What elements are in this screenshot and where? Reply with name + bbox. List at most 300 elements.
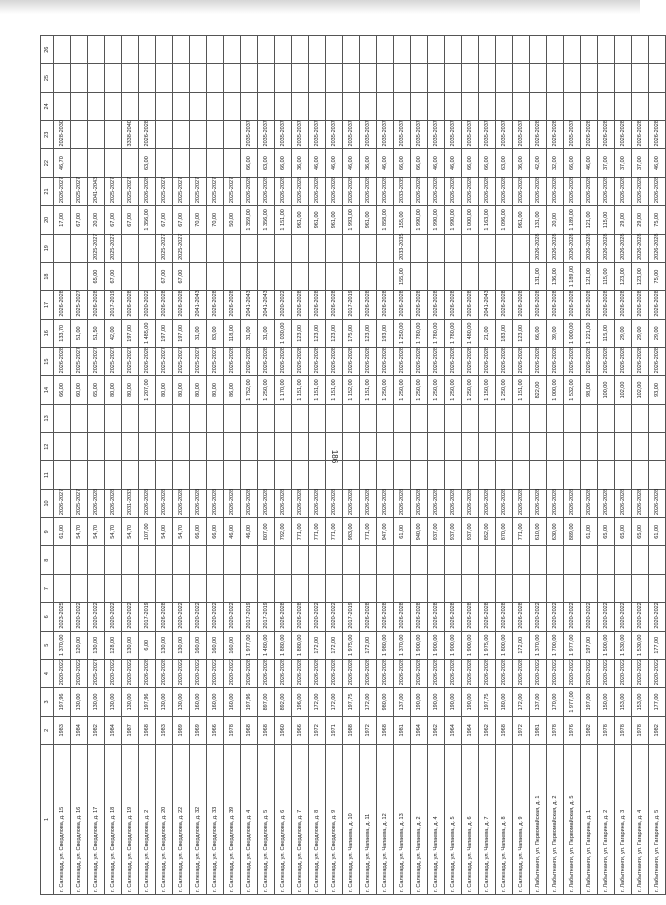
table-cell: 2026-2028 [139,121,156,149]
table-cell [360,262,377,290]
table-cell [190,92,207,120]
table-cell: 2026-2028 [411,291,428,319]
table-cell [513,546,530,574]
table-cell: 2026-2028 [309,291,326,319]
table-cell [394,92,411,120]
table-row [224,36,241,895]
address-cell: г. Лабытнанги, ул. Гагарина, д. 1 [581,745,598,895]
table-cell [292,546,309,574]
table-cell: 2026-2028 [360,489,377,517]
table-cell [190,433,207,461]
table-cell: 1 370,00 [54,631,71,659]
table-cell: 197,00 [581,688,598,716]
table-cell [564,36,581,64]
table-cell: 123,00 [309,319,326,347]
table-cell: 852,00 [479,518,496,546]
table-cell: 2026-2028 [173,291,190,319]
table-cell: 2026-2028 [292,347,309,375]
table-cell [275,404,292,432]
table-cell: 2026-2028 [428,177,445,205]
column-header: 22 [41,149,54,177]
table-cell: 2026-2028 [309,347,326,375]
table-cell: 2026-2028 [632,291,649,319]
table-cell: 2025-2027 [71,291,88,319]
table-cell: 2026-2028 [445,659,462,687]
table-cell: 2025-2027 [207,177,224,205]
table-cell: 54,70 [173,518,190,546]
table-cell: 160,00 [190,688,207,716]
table-cell: 197,00 [581,631,598,659]
table-cell [190,121,207,149]
table-cell: 36,00 [513,149,530,177]
table-cell [496,546,513,574]
table-cell [105,121,122,149]
table-cell: 130,00 [122,688,139,716]
table-cell [122,461,139,489]
table-cell [241,546,258,574]
table-cell: 2026-2028 [292,291,309,319]
table-cell [173,404,190,432]
table-cell [258,404,275,432]
table-row [139,36,156,895]
table-cell [496,461,513,489]
table-cell: 2023-2025 [54,603,71,631]
table-cell: 2041-2043 [241,291,258,319]
table-cell: 2026-2028 [564,489,581,517]
table-cell: 2026-2028 [513,603,530,631]
table-cell [360,574,377,602]
address-cell: г. Салехард, ул. Свердлова, д. 16 [71,745,88,895]
table-cell [496,433,513,461]
table-cell: 54,70 [122,518,139,546]
table-cell: 190,00 [445,688,462,716]
table-cell: 6,00 [139,631,156,659]
table-cell: 20,00 [547,206,564,234]
table-cell: 2017-2019 [105,291,122,319]
table-cell [513,36,530,64]
table-cell: 2025-2027 [207,347,224,375]
table-cell [394,64,411,92]
table-cell [581,461,598,489]
table-cell: 2026-2028 [411,177,428,205]
table-cell [139,433,156,461]
table-cell: 1 900,00 [428,631,445,659]
table-cell [190,546,207,574]
table-cell: 2025-2027 [156,347,173,375]
table-cell: 2035-2037 [241,121,258,149]
table-cell [122,433,139,461]
table-cell: 889,00 [564,518,581,546]
address-cell: г. Салехард, ул. Свердлова, д. 33 [207,745,224,895]
table-cell: 2026-2028 [394,347,411,375]
table-cell [71,64,88,92]
table-cell: 66,00 [462,149,479,177]
table-cell: 66,00 [530,319,547,347]
table-cell: 130,00 [122,631,139,659]
table-cell: 2035-2037 [394,121,411,149]
table-cell [479,92,496,120]
table-cell [343,574,360,602]
table-cell: 1 189,00 [564,206,581,234]
table-cell [479,433,496,461]
table-cell [615,64,632,92]
table-cell: 2026-2028 [394,489,411,517]
table-cell: 2035-2037 [343,121,360,149]
table-cell: 2026-2028 [496,177,513,205]
table-cell: 2026-2028 [360,603,377,631]
table-cell: 2035-2037 [445,121,462,149]
table-cell [292,461,309,489]
table-cell: 2026-2028 [258,347,275,375]
table-cell [360,433,377,461]
table-cell [445,92,462,120]
table-cell: 1 780,00 [445,319,462,347]
table-cell: 2035-2037 [360,121,377,149]
table-cell: 1978 [547,716,564,744]
table-cell: 1 500,00 [598,631,615,659]
table-cell: 2026-2028 [105,489,122,517]
address-cell: г. Салехард, ул. Чапаева, д. 4 [428,745,445,895]
table-cell: 130,00 [88,631,105,659]
table-cell: 46,00 [428,149,445,177]
table-cell: 1 800,00 [496,631,513,659]
table-cell: 21,00 [479,319,496,347]
table-cell [88,92,105,120]
table-cell: 1 480,00 [258,631,275,659]
table-cell: 54,70 [71,518,88,546]
table-cell: 2026-2028 [632,177,649,205]
table-cell [258,234,275,262]
table-cell: 2026-2028 [479,489,496,517]
table-cell: 31,00 [258,319,275,347]
table-cell: 2041-2043 [190,291,207,319]
table-cell: 2028-2030 [54,121,71,149]
table-cell [479,36,496,64]
table-cell: 2026-2028 [343,489,360,517]
table-cell: 2020-2022 [649,603,666,631]
table-cell: 130,00 [71,688,88,716]
table-cell [513,262,530,290]
table-cell: 2020-2022 [88,603,105,631]
table-cell: 172,00 [360,631,377,659]
table-cell [105,404,122,432]
table-cell: 2026-2028 [156,603,173,631]
table-cell: 37,00 [632,149,649,177]
table-cell [190,149,207,177]
table-cell [462,404,479,432]
table-cell [530,546,547,574]
table-cell: 123,00 [632,262,649,290]
table-cell: 1 975,00 [479,631,496,659]
table-row [377,36,394,895]
table-cell [71,404,88,432]
table-cell [377,262,394,290]
table-cell: 37,00 [598,149,615,177]
address-cell: г. Салехард, ул. Чапаева, д. 10 [343,745,360,895]
table-cell: 2026-2028 [513,291,530,319]
table-cell: 177,00 [649,631,666,659]
table-cell [547,574,564,602]
table-row [411,36,428,895]
table-cell [632,574,649,602]
table-cell: 870,00 [496,518,513,546]
table-cell: 1983 [156,716,173,744]
table-cell: 892,00 [275,688,292,716]
table-cell [411,92,428,120]
table-cell: 160,00 [224,688,241,716]
table-cell [547,36,564,64]
table-cell: 2020-2022 [564,659,581,687]
table-row [54,36,71,895]
table-cell [173,461,190,489]
table-cell: 2026-2028 [530,177,547,205]
table-cell: 2025-2027 [190,177,207,205]
table-cell: 2020-2022 [530,659,547,687]
page-number: 186 [330,449,340,464]
table-cell: 2026-2028 [292,489,309,517]
table-cell: 1972 [309,716,326,744]
table-cell [496,234,513,262]
table-cell [377,234,394,262]
table-cell: 2026-2028 [445,603,462,631]
table-cell: 1 780,00 [411,319,428,347]
column-header: 16 [41,319,54,347]
address-cell: г. Лабытнанги, ул. Гагарина, д. 2 [598,745,615,895]
table-cell [377,574,394,602]
table-cell: 1 096,00 [496,206,513,234]
table-cell [207,433,224,461]
table-cell [190,36,207,64]
table-cell: 118,00 [224,319,241,347]
table-cell [343,433,360,461]
table-cell: 2026-2028 [394,291,411,319]
table-cell: 1968 [496,716,513,744]
table-cell: 2026-2028 [547,234,564,262]
table-cell: 172,00 [326,688,343,716]
column-header: 5 [41,631,54,659]
table-cell: 2025-2027 [105,177,122,205]
column-header: 2 [41,716,54,744]
table-cell: 937,00 [462,518,479,546]
table-cell: 67,00 [156,262,173,290]
table-cell [122,234,139,262]
table-cell: 937,00 [445,518,462,546]
table-cell: 65,00 [88,262,105,290]
table-cell [564,92,581,120]
table-cell [139,404,156,432]
table-row [122,36,139,895]
table-cell [309,234,326,262]
table-cell [275,92,292,120]
table-cell [496,92,513,120]
table-cell: 1 170,00 [275,376,292,404]
table-cell [207,234,224,262]
table-cell: 2026-2028 [649,234,666,262]
table-cell: 160,00 [207,688,224,716]
table-cell [156,574,173,602]
address-cell: г. Салехард, ул. Чапаева, д. 2 [411,745,428,895]
table-row [496,36,513,895]
address-cell: г. Салехард, ул. Свердлова, д. 18 [105,745,122,895]
table-row [241,36,258,895]
table-row [207,36,224,895]
table-row [343,36,360,895]
table-cell: 2026-2028 [530,489,547,517]
table-cell: 2035-2037 [258,121,275,149]
table-cell: 29,00 [615,319,632,347]
table-cell [479,574,496,602]
table-cell: 2020-2022 [71,659,88,687]
table-cell [275,234,292,262]
table-cell: 1 250,00 [258,376,275,404]
address-cell: г. Салехард, ул. Чапаева, д. 8 [496,745,513,895]
table-cell [360,92,377,120]
table-cell: 2025-2027 [156,234,173,262]
table-cell: 2017-2019 [241,603,258,631]
table-cell: 2020-2022 [122,659,139,687]
table-cell: 1 151,00 [309,376,326,404]
table-cell: 1966 [207,716,224,744]
column-header: 8 [41,546,54,574]
table-cell [394,404,411,432]
table-cell: 65,00 [615,518,632,546]
table-cell [632,433,649,461]
table-cell [105,461,122,489]
table-cell: 190,00 [428,688,445,716]
table-cell: 2026-2028 [581,234,598,262]
table-cell: 1 780,00 [428,319,445,347]
table-cell [394,461,411,489]
table-cell: 2026-2028 [343,347,360,375]
address-cell: г. Салехард, ул. Свердлова, д. 17 [88,745,105,895]
table-cell [411,262,428,290]
table-cell: 2026-2028 [530,121,547,149]
table-cell: 80,00 [207,376,224,404]
table-cell: 2026-2028 [224,489,241,517]
table-cell: 2025-2027 [190,347,207,375]
table-cell [360,461,377,489]
address-cell: г. Салехард, ул. Свердлова, д. 6 [275,745,292,895]
table-cell: 67,00 [122,206,139,234]
table-cell: 197,96 [54,688,71,716]
table-cell [122,92,139,120]
table-cell [241,404,258,432]
table-cell [207,461,224,489]
table-cell: 1984 [105,716,122,744]
table-cell [479,262,496,290]
table-cell [462,546,479,574]
table-cell: 2020-2022 [632,659,649,687]
table-cell: 2020-2022 [224,659,241,687]
table-cell [394,546,411,574]
table-cell [224,121,241,149]
table-cell: 1 752,00 [241,376,258,404]
table-cell: 2025-2027 [88,659,105,687]
table-cell: 2026-2028 [462,659,479,687]
table-cell: 1 700,00 [547,631,564,659]
table-cell: 1964 [411,716,428,744]
column-header: 1 [41,745,54,895]
table-cell: 160,00 [190,631,207,659]
table-cell [122,546,139,574]
table-cell: 2035-2037 [496,121,513,149]
table-cell [309,546,326,574]
table-cell [445,546,462,574]
table-cell [445,36,462,64]
header-row [41,36,54,895]
table-row [581,36,598,895]
table-cell [411,461,428,489]
table-cell: 771,00 [292,518,309,546]
table-cell [173,433,190,461]
column-header: 25 [41,64,54,92]
table-row [615,36,632,895]
table-cell [445,64,462,92]
table-cell: 93,00 [649,376,666,404]
table-cell: 1 880,00 [275,631,292,659]
table-cell [428,64,445,92]
table-cell [224,546,241,574]
table-cell [360,36,377,64]
table-cell: 937,00 [428,518,445,546]
table-cell [411,546,428,574]
table-cell [241,36,258,64]
table-cell [649,433,666,461]
table-cell: 193,00 [377,319,394,347]
table-cell: 2026-2028 [224,291,241,319]
column-header: 21 [41,177,54,205]
table-cell [173,64,190,92]
table-cell: 1 880,00 [292,631,309,659]
table-cell: 2026-2028 [649,177,666,205]
address-cell: г. Салехард, ул. Свердлова, д. 19 [122,745,139,895]
table-cell: 63,00 [496,149,513,177]
table-cell: 1 975,00 [343,631,360,659]
table-cell: 2026-2028 [581,347,598,375]
table-cell [71,546,88,574]
table-cell: 2026-2028 [326,659,343,687]
table-cell: 2026-2028 [156,659,173,687]
table-cell: 2025-2027 [105,234,122,262]
table-cell [462,36,479,64]
table-cell: 3338-2040 [122,121,139,149]
table-cell: 2026-2028 [428,603,445,631]
table-cell: 46,00 [326,149,343,177]
table-cell: 2026-2028 [309,659,326,687]
table-cell [139,36,156,64]
table-cell: 123,00 [326,319,343,347]
table-row [258,36,275,895]
table-cell [173,36,190,64]
table-cell: 2020-2022 [598,603,615,631]
table-cell [326,461,343,489]
table-cell: 197,75 [343,688,360,716]
table-cell [428,404,445,432]
table-cell: 121,00 [581,206,598,234]
table-cell: 961,00 [309,206,326,234]
table-cell: 2026-2028 [275,489,292,517]
table-cell: 160,00 [224,631,241,659]
table-cell [360,234,377,262]
table-cell: 170,00 [547,688,564,716]
table-cell [54,36,71,64]
table-cell [275,433,292,461]
table-cell [292,36,309,64]
table-cell [309,92,326,120]
table-cell: 1988 [343,716,360,744]
table-row [156,36,173,895]
table-cell [326,262,343,290]
